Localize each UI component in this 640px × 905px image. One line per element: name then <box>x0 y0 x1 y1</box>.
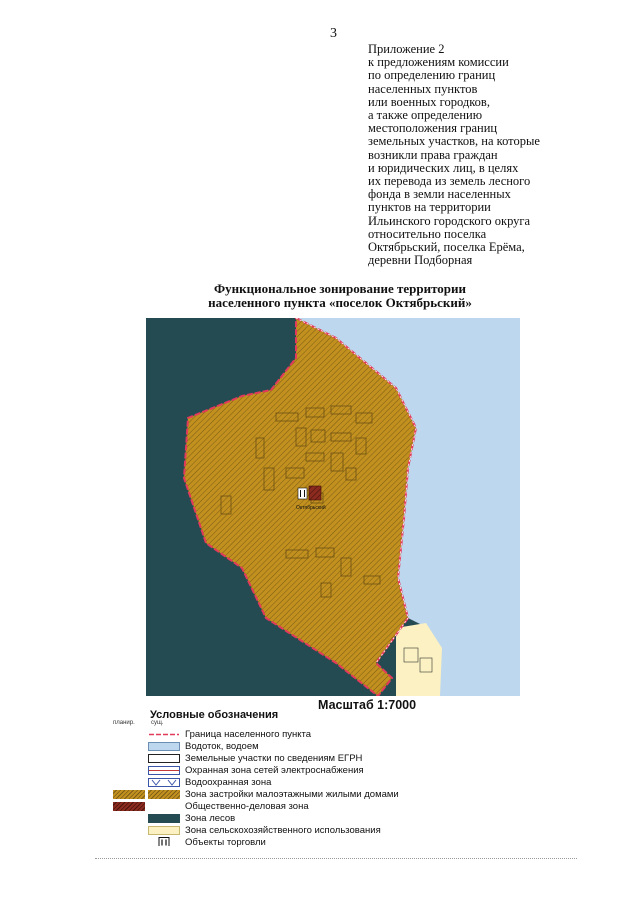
legend-label: Водоохранная зона <box>185 777 272 788</box>
appendix-line: пунктов на территории <box>368 200 491 215</box>
shop-icon <box>148 837 180 846</box>
appendix-line: их перевода из земель лесного <box>368 174 531 189</box>
settlement-label: Октябрьский <box>296 505 326 511</box>
legend-col-existing: сущ. <box>151 720 164 726</box>
shop-icon <box>298 488 307 499</box>
legend-label: Зона лесов <box>185 813 236 824</box>
appendix-note <box>368 43 540 267</box>
power-line-zone-icon <box>148 766 180 775</box>
legend-item <box>0 801 640 813</box>
legend-label: Водоток, водоем <box>185 741 259 752</box>
settlement-border-line-icon <box>148 730 180 739</box>
legend-label: Общественно-деловая зона <box>185 801 309 812</box>
appendix-line: Приложение 2 <box>368 42 445 56</box>
legend-item <box>0 813 640 825</box>
legend-item <box>0 825 640 837</box>
appendix-line: Октябрьский, поселка Ерёма, <box>368 240 525 255</box>
appendix-line: местоположения границ <box>368 121 498 136</box>
appendix-line: относительно поселка <box>368 226 487 241</box>
forest-fill-icon <box>148 814 180 823</box>
map-title-line2: населенного пункта «поселок Октябрьский» <box>208 295 472 310</box>
agricultural-fill-icon <box>148 826 180 835</box>
legend-item <box>0 729 640 741</box>
legend-item <box>0 765 640 777</box>
legend-item <box>0 741 640 753</box>
legend-item <box>0 837 640 849</box>
legend-label: Земельные участки по сведениям ЕГРН <box>185 753 363 764</box>
appendix-line: а также определению <box>368 108 483 123</box>
legend-label: Зона застройки малоэтажными жилыми домами <box>185 789 399 800</box>
residential-hatch-icon <box>148 790 180 799</box>
appendix-line: по определению границ <box>368 68 496 83</box>
water-protection-zone-icon <box>148 778 180 787</box>
residential-hatch-icon <box>113 790 145 799</box>
page-number: 3 <box>330 26 337 41</box>
appendix-line: возникли права граждан <box>368 147 498 162</box>
appendix-line: земельных участков, на которые <box>368 134 540 149</box>
public-business-zone <box>309 486 321 500</box>
appendix-line: или военных городков, <box>368 94 490 109</box>
appendix-line: фонда в земли населенных <box>368 187 511 202</box>
legend-label: Объекты торговли <box>185 837 266 848</box>
land-plot-outline-icon <box>148 754 180 763</box>
map-scale: Масштаб 1:7000 <box>318 698 417 712</box>
appendix-line: и юридических лиц, в целях <box>368 160 519 175</box>
legend-label: Зона сельскохозяйственного использования <box>185 825 381 836</box>
legend-col-planned: планир. <box>113 720 135 726</box>
appendix-line: Ильинского городского округа <box>368 213 531 228</box>
legend-label: Охранная зона сетей электроснабжения <box>185 765 364 776</box>
appendix-line: населенных пунктов <box>368 81 478 96</box>
legend-item <box>0 777 640 789</box>
map-title-line1: Функциональное зонирование территории <box>214 281 466 296</box>
map-title <box>140 282 540 310</box>
appendix-line: деревни Подборная <box>368 253 473 268</box>
water-fill-icon <box>148 742 180 751</box>
legend-title: Условные обозначения <box>150 709 279 721</box>
bottom-divider <box>95 858 577 859</box>
public-business-hatch-icon <box>113 802 145 811</box>
legend-item <box>0 753 640 765</box>
legend-label: Граница населенного пункта <box>185 729 312 740</box>
zoning-map <box>146 318 520 696</box>
legend-item <box>0 789 640 801</box>
appendix-line: к предложениям комиссии <box>368 55 509 70</box>
